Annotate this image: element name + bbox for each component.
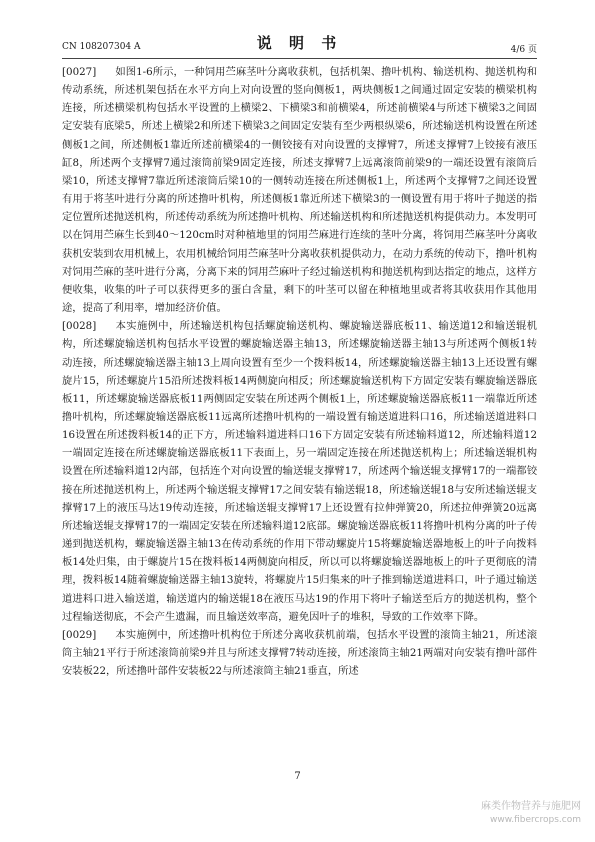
paragraph-0029 <box>62 626 537 680</box>
description-body <box>62 63 537 680</box>
paragraph-number: [0028] <box>62 320 97 333</box>
paragraph-number: [0027] <box>62 66 97 78</box>
paragraph-0027 <box>62 63 537 317</box>
paragraph-text: 如图1-6所示，一种饲用苎麻茎叶分离收获机，包括机架、撸叶机构、输送机构、抛送机构和传动系统，所述机架包括在水平方向上对向设置的竖向侧板1，两块侧板1之间通过固定安装的横梁机构连接，所述横梁机构包括水平设置的上横梁2、下横梁3和前横梁4，所述前横梁4与所述下横梁3之间固定安装有底梁5，所述上横梁2和所述下横梁3之间固定安装有至少两根纵梁6，所述输送机构设置在所述侧板1之间，所述侧板1靠近所述前横梁4的一侧铰接有对向设置的支撑臂7，所述支撑臂7上铰接有液压缸8，所述两个支撑臂7通过滚筒前梁9固定连接，所述支撑臂7上远离滚筒前梁9的一端还设置有滚筒后梁10，所述支撑臂7靠近所述滚筒后梁10的一侧转动连接在所述侧板1上，所述两个支撑臂7之间还设置有用于将茎叶进行分离的所述撸叶机构，所述侧板1靠近所述下横梁3的一侧设置有用于将叶子抛送的指定位置所述抛送机构，所述传动系统为所述撸叶机构、所述输送机构和所述抛送机构提供动力。本发明可以在饲用苎麻生长到40～120cm时对种植地里的饲用苎麻进行连续的茎叶分离，将饲用苎麻茎叶分离收获机安装到农用机械上，农用机械给饲用苎麻茎叶分离收获机提供动力，在动力系统的传动下，撸叶机构对饲用苎麻的茎叶进行分离，分离下来的饲用苎麻叶子经过输送机构和抛送机构到达指定的地点，这样方便收集，收集的叶子可以获得更多的蛋白含量，剩下的叶茎可以留在种植地里或者将其收获用作其他用途，提高了利用率，增加经济价值。 <box>62 66 537 315</box>
page-indicator: 4/6 页 <box>510 45 537 55</box>
paragraph-number: [0029] <box>62 628 97 641</box>
site-watermark <box>441 800 581 826</box>
paragraph-0028 <box>62 317 537 626</box>
document-number: CN 108207304 A <box>62 42 141 52</box>
paragraph-text: 本实施例中，所述撸叶机构位于所述分离收获机前端，包括水平设置的滚筒主轴21，所述滚筒主轴21平行于所述滚筒前梁9并且与所述支撑臂7转动连接，所述滚筒主轴21两端对向安装有撸叶部件安装板22，所述撸叶部件安装板22与所述滚筒主轴21垂直，所述 <box>62 628 537 678</box>
paragraph-text: 本实施例中，所述输送机构包括螺旋输送机构、螺旋输送器底板11、输送道12和输送辊机构，所述螺旋输送机构包括水平设置的螺旋输送器主轴13，所述螺旋输送器主轴13与所述两个侧板1转动连接，所述螺旋输送器主轴13上周向设置有至少一个拨料板14，所述螺旋输送器主轴13上还设置有螺旋片15，所述螺旋片15沿所述拨料板14两侧旋向相反；所述螺旋输送机构下方固定安装有螺旋输送器底板11，所述螺旋输送器底板11两侧固定安装在所述两个侧板1上，所述螺旋输送器底板11一端靠近所述撸叶机构，所述螺旋输送器底板11远离所述撸叶机构的一端设置有输送道进料口16，所述输送道进料口16设置在所述拨料板14的正下方，所述输料道进料口16下方固定安装有所述输料道12，所述输料道12一端固定连接在所述螺旋输送器底板11下表面上，另一端固定连接在所述抛送机构上；所述输送辊机构设置在所述输料道12内部，包括连个对向设置的输送辊支撑臂17，所述两个输送辊支撑臂17的一端都铰接在所述抛送机构上，所述两个输送辊支撑臂17之间安装有输送辊18，所述输送辊18与安所述输送辊支撑臂17上的液压马达19传动连接，所述输送辊支撑臂17上还设置有拉伸弹簧20，所述拉伸弹簧20远离所述输送辊支撑臂17的一端固定安装在所述输料道12底部。螺旋输送器底板11将撸叶机构分离的叶子传递到抛送机构，螺旋输送器主轴13在传动系统的作用下带动螺旋片15将螺旋输送器地板上的叶子向拨料板14处归集，由于螺旋片15在拨料板14两侧旋向相反，所以可以将螺旋输送器地板上的叶子更彻底的清理，拨料板14随着螺旋输送器主轴13旋转，将螺旋片15归集来的叶子推到输送道进料口，叶子通过输送道进料口进入输送道，输送道内的输送辊18在液压马达19的作用下将叶子输送至后方的抛送机构，整个过程输送彻底，不会产生遗漏，而且输送效率高，避免因叶子的堆积，导致的工作效率下降。 <box>62 320 537 623</box>
watermark-url: www.fibercrops.com <box>490 815 581 825</box>
page-header <box>62 22 537 56</box>
page-number: 7 <box>294 771 301 782</box>
header-divider <box>62 58 537 59</box>
watermark-title: 麻类作物营养与施肥网 <box>481 801 581 812</box>
document-title: 说 明 书 <box>256 34 343 52</box>
